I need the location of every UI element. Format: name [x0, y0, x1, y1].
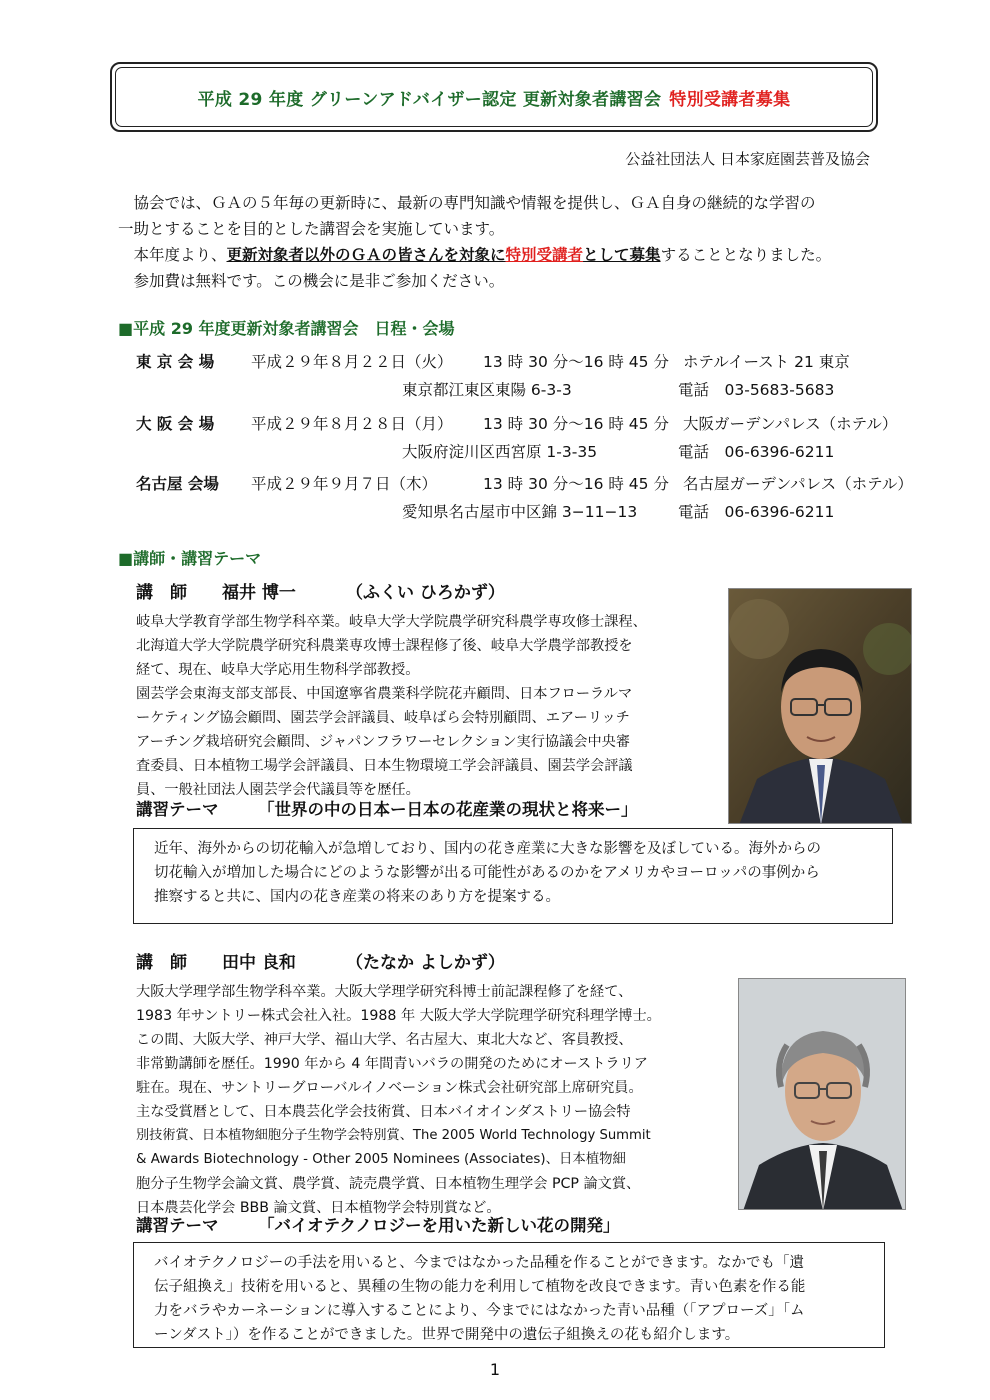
venue-time: 13 時 30 分〜16 時 45 分	[483, 353, 669, 371]
intro-line-2: 一助とすることを目的とした講習会を実施しています。	[118, 220, 505, 238]
lecturer-1-bio: 岐阜大学教育学部生物学科卒業。岐阜大学大学院農学研究科農学専攻修士課程、 北海道大学大学院農学研究科農業専攻博士課程修了後、岐阜大学農学部教授を 経て、現在、岐阜大学応用生物科学部教授。 園芸学会東海支部支部長、中国遼寧省農業科学院花卉顧問、日本フローラルマ ーケティング協会顧問、園芸学会評議員、岐阜ばら会特別顧問、エアーリッチ アーチング栽培研究会顧問、ジャパンフラワーセレクション実行協議会中央審 査委員、日本植物工場学会評議員、日本生物環境工学会評議員、園芸学会評議 員、一般社団法人園芸学会代議員等を歴任。	[136, 614, 647, 798]
schedule-heading: ■平成 29 年度更新対象者講習会 日程・会場	[118, 319, 455, 338]
portrait-image	[729, 589, 912, 824]
venue-place: ホテルイースト 21 東京	[683, 353, 850, 371]
venue-address: 東京都江東区東陽 6-3-3	[402, 381, 572, 399]
theme-title: 「世界の中の日本ー日本の花産業の現状と将来ー」	[258, 800, 638, 819]
lecturer-2-name-line	[136, 948, 505, 973]
portrait-image	[739, 979, 906, 1210]
lecturer-reading: （ふくい ひろかず）	[346, 583, 505, 603]
lecturers-heading: ■講師・講習テーマ	[118, 549, 262, 568]
lecturer-2-theme-line	[136, 1212, 620, 1236]
page-number: 1	[489, 1360, 501, 1379]
venue-address: 愛知県名古屋市中区錦 3−11−13	[402, 503, 638, 521]
organization-name: 公益社団法人 日本家庭園芸普及協会	[625, 150, 870, 168]
venue-osaka	[136, 410, 956, 466]
underline-recruit: として募集	[583, 246, 661, 264]
venue-place: 名古屋ガーデンパレス（ホテル）	[683, 475, 913, 493]
venue-date: 平成２９年８月２２日（火）	[251, 353, 453, 371]
lecturer-name: 田中 良和	[222, 953, 296, 973]
lecturer-2-photo	[738, 978, 906, 1210]
venue-name: 名古屋 会場	[136, 475, 219, 493]
venue-time: 13 時 30 分〜16 時 45 分	[483, 415, 669, 433]
lecturer-name: 福井 博一	[222, 583, 296, 603]
venue-date: 平成２９年８月２８日（月）	[251, 415, 453, 433]
venue-phone: 電話 03-5683-5683	[678, 381, 835, 399]
lecturer-2-bio: 大阪大学理学部生物学科卒業。大阪大学理学研究科博士前記課程修了を経て、 1983 年サントリー株式会社入社。1988 年 大阪大学大学院理学研究科理学博士。 この間、大阪大学、神戸大学、福山大学、名古屋大、東北大など、客員教授、 非常勤講師を歴任。1990 年から 4 年間青いバラの開発のためにオーストラリア 駐在。現在、サントリーグローバルイノベーション株式会社研究部上席研究員。 主な受賞暦として、日本農芸化学会技術賞、日本バイオインダストリー協会特 別技術賞、日本植物細胞分子生物学会特別賞、The 2005 World Technology Summit & Awards Biotechnology - Other 2005 Nominees (Associates)、日本植物細 胞分子生物学会論文賞、農学賞、読売農学賞、日本植物生理学会 PCP 論文賞、 日本農芸化学会 BBB 論文賞、日本植物学会特別賞など。	[136, 984, 661, 1216]
lecturer-1-summary-box: 近年、海外からの切花輸入が急増しており、国内の花き産業に大きな影響を及ぼしている。海外からの 切花輸入が増加した場合にどのような影響が出る可能性があるのかをアメリカやヨーロッパの事例から 推察すると共に、国内の花き産業の将来のあり方を提案する。	[133, 828, 893, 924]
lecturer-2-summary-box: バイオテクノロジーの手法を用いると、今まではなかった品種を作ることができます。なかでも「遺 伝子組換え」技術を用いると、異種の生物の能力を利用して植物を改良できます。青い色素を作る能 力をバラやカーネーションに導入することにより、今までにはなかった青い品種（「アプローズ」「ム ーンダスト」）を作ることができました。世界で開発中の遺伝子組換えの花も紹介します。	[133, 1242, 885, 1348]
lecturer-label: 講 師	[136, 953, 187, 973]
title-highlight: 特別受講者募集	[669, 89, 791, 110]
lecturer-1-theme-line	[136, 796, 638, 820]
intro-text	[118, 190, 918, 294]
title-frame	[110, 62, 878, 132]
theme-title: 「バイオテクノロジーを用いた新しい花の開発」	[258, 1216, 620, 1235]
theme-label: 講習テーマ	[136, 800, 219, 819]
theme-label: 講習テーマ	[136, 1216, 219, 1235]
venue-place: 大阪ガーデンパレス（ホテル）	[683, 415, 898, 433]
underline-special: 特別受講者	[505, 246, 584, 264]
venue-date: 平成２９年９月７日（木）	[251, 475, 438, 493]
venue-phone: 電話 06-6396-6211	[678, 503, 835, 521]
venue-time: 13 時 30 分〜16 時 45 分	[483, 475, 669, 493]
venue-name: 大 阪 会 場	[136, 415, 215, 433]
intro-line-3: 本年度より、更新対象者以外のＧＡの皆さんを対象に特別受講者として募集することとなりました。	[118, 246, 832, 264]
venue-name: 東 京 会 場	[136, 353, 215, 371]
lecturer-1-name-line	[136, 578, 505, 603]
venue-address: 大阪府淀川区西宮原 1-3-35	[402, 443, 598, 461]
lecturer-reading: （たなか よしかず）	[346, 953, 505, 973]
page-title	[115, 67, 873, 127]
lecturer-label: 講 師	[136, 583, 187, 603]
underline-target: 更新対象者以外のＧＡの皆さんを対象に	[226, 246, 506, 264]
intro-line-4: 参加費は無料です。この機会に是非ご参加ください。	[118, 272, 505, 290]
lecturer-1-photo	[728, 588, 912, 824]
venue-phone: 電話 06-6396-6211	[678, 443, 835, 461]
venue-nagoya	[136, 470, 956, 526]
venue-tokyo	[136, 348, 956, 404]
title-main: 平成 29 年度 グリーンアドバイザー認定 更新対象者講習会	[197, 89, 662, 110]
intro-line-1: 協会では、ＧＡの５年毎の更新時に、最新の専門知識や情報を提供し、ＧＡ自身の継続的な学習の	[118, 194, 816, 212]
